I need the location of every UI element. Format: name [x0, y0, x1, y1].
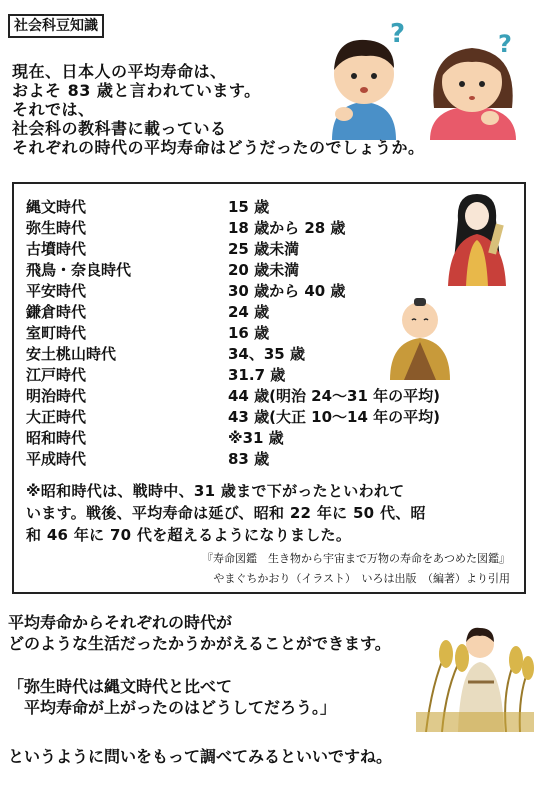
closing-line: 平均寿命が上がったのはどうしてだろう。」: [8, 698, 337, 717]
period-name: 飛鳥・奈良時代: [26, 261, 132, 279]
period-name: 江戸時代: [26, 366, 87, 384]
note-line: います。戦後、平均寿命は延び、昭和 22 年に 50 代、昭: [26, 504, 426, 522]
intro-line: およそ 83 歳と言われています。: [12, 81, 261, 100]
closing-line: というように問いをもって調べてみるといいですね。: [8, 747, 393, 766]
period-age: 30 歳から 40 歳: [228, 282, 346, 300]
period-name: 安土桃山時代: [26, 345, 117, 363]
period-age: 20 歳未満: [228, 261, 300, 279]
period-age: 83 歳: [228, 450, 270, 468]
note-line: 和 46 年に 70 代を超えるようになりました。: [26, 526, 352, 544]
closing-line: 平均寿命からそれぞれの時代が: [8, 613, 233, 632]
note-line: ※昭和時代は、戦時中、31 歳まで下がったといわれて: [26, 482, 405, 500]
citation-credit: やまぐちかおり（イラスト） いろは出版 （編著）より引用: [213, 572, 510, 585]
rice-farmer-illustration: [416, 622, 534, 732]
period-age: 25 歳未満: [228, 240, 300, 258]
period-name: 平安時代: [26, 282, 87, 300]
citation-title: 『寿命図鑑 生き物から宇宙まで万物の寿命をあつめた図鑑』: [202, 552, 510, 565]
closing-line: 「弥生時代は縄文時代と比べて: [8, 677, 233, 696]
period-age: 24 歳: [228, 303, 270, 321]
heian-lady-illustration: [442, 190, 512, 286]
monk-illustration: [384, 294, 456, 380]
page-heading: 社会科豆知識: [8, 14, 104, 38]
period-name: 大正時代: [26, 408, 87, 426]
showa-note: [26, 480, 512, 546]
intro-line: それでは、: [12, 100, 95, 119]
period-name: 古墳時代: [26, 240, 87, 258]
intro-line: 現在、日本人の平均寿命は、: [12, 62, 227, 81]
intro-line: それぞれの時代の平均寿命はどうだったのでしょうか。: [12, 138, 425, 157]
intro-line: 社会科の教科書に載っている: [12, 119, 227, 138]
period-age: 44 歳(明治 24～31 年の平均): [228, 387, 441, 405]
period-name: 明治時代: [26, 387, 87, 405]
period-age: 34、35 歳: [228, 345, 305, 363]
period-name: 弥生時代: [26, 219, 87, 237]
question-mark-icon: ?: [498, 30, 512, 58]
period-age: 43 歳(大正 10～14 年の平均): [228, 408, 441, 426]
period-age: ※31 歳: [228, 429, 284, 447]
period-name: 室町時代: [26, 324, 87, 342]
question-mark-icon: ?: [390, 19, 406, 49]
life-expectancy-box: [12, 182, 526, 594]
period-age: 31.7 歳: [228, 366, 286, 384]
period-age: 15 歳: [228, 198, 270, 216]
period-name: 鎌倉時代: [26, 303, 87, 321]
period-age: 16 歳: [228, 324, 270, 342]
period-name: 昭和時代: [26, 429, 87, 447]
period-age: 18 歳から 28 歳: [228, 219, 346, 237]
intro-text: [12, 62, 532, 157]
closing-line: どのような生活だったかうかがえることができます。: [8, 634, 391, 653]
period-name: 縄文時代: [26, 198, 87, 216]
period-name: 平成時代: [26, 450, 87, 468]
